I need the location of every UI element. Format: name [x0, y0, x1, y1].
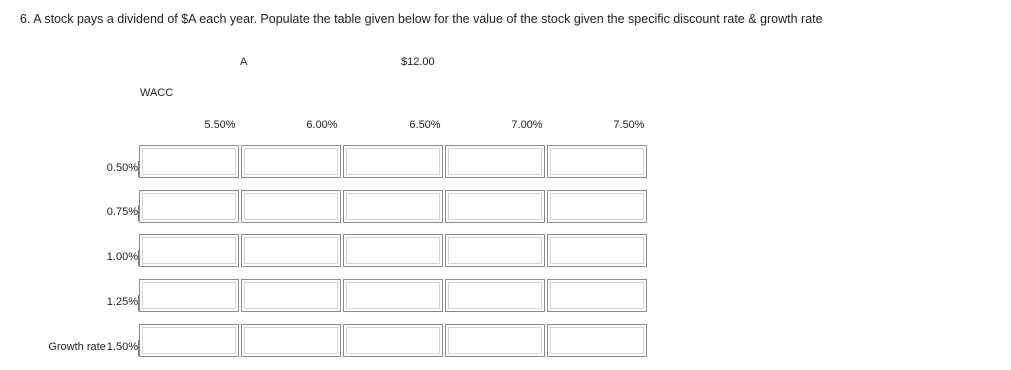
answer-cell[interactable] — [343, 279, 443, 312]
wacc-rate-header: 6.00% — [306, 119, 338, 131]
growth-rate-row-label: 0.75% — [106, 206, 138, 218]
answer-cell[interactable] — [241, 234, 341, 267]
answer-cell[interactable] — [343, 324, 443, 357]
growth-rate-row-label: 1.25% — [106, 296, 138, 308]
wacc-rate-header: 7.00% — [511, 119, 543, 131]
answer-cell[interactable] — [445, 279, 545, 312]
growth-rate-row-label: 0.50% — [106, 162, 138, 174]
answer-cell[interactable] — [241, 190, 341, 223]
answer-cell[interactable] — [343, 190, 443, 223]
answer-cell[interactable] — [241, 145, 341, 178]
answer-cell[interactable] — [547, 145, 647, 178]
dividend-label: A — [240, 56, 248, 68]
stock-price: $12.00 — [401, 56, 435, 68]
answer-cell[interactable] — [139, 234, 239, 267]
answer-cell[interactable] — [139, 190, 239, 223]
answer-cell[interactable] — [445, 145, 545, 178]
growth-rate-row-label: Growth rate1.50% — [48, 341, 138, 353]
answer-cell[interactable] — [547, 279, 647, 312]
answer-cell[interactable] — [241, 324, 341, 357]
answer-cell[interactable] — [445, 324, 545, 357]
answer-cell[interactable] — [241, 279, 341, 312]
answer-cell[interactable] — [139, 279, 239, 312]
answer-cell[interactable] — [445, 190, 545, 223]
wacc-rate-header: 5.50% — [204, 119, 236, 131]
answer-cell[interactable] — [445, 234, 545, 267]
answer-cell[interactable] — [547, 190, 647, 223]
wacc-label: WACC — [140, 87, 174, 99]
wacc-rate-header: 6.50% — [409, 119, 441, 131]
answer-cell[interactable] — [343, 234, 443, 267]
answer-cell[interactable] — [139, 324, 239, 357]
growth-rate-row-label: 1.00% — [106, 251, 138, 263]
growth-rate-label: Growth rate — [48, 341, 106, 353]
answer-cell[interactable] — [343, 145, 443, 178]
wacc-rate-header: 7.50% — [613, 119, 645, 131]
answer-cell[interactable] — [547, 234, 647, 267]
question-text: 6. A stock pays a dividend of $A each year. Populate the table given below for the value of the stock given the specific discount rate & growth rate — [20, 12, 823, 26]
answer-cell[interactable] — [139, 145, 239, 178]
answer-cell[interactable] — [547, 324, 647, 357]
